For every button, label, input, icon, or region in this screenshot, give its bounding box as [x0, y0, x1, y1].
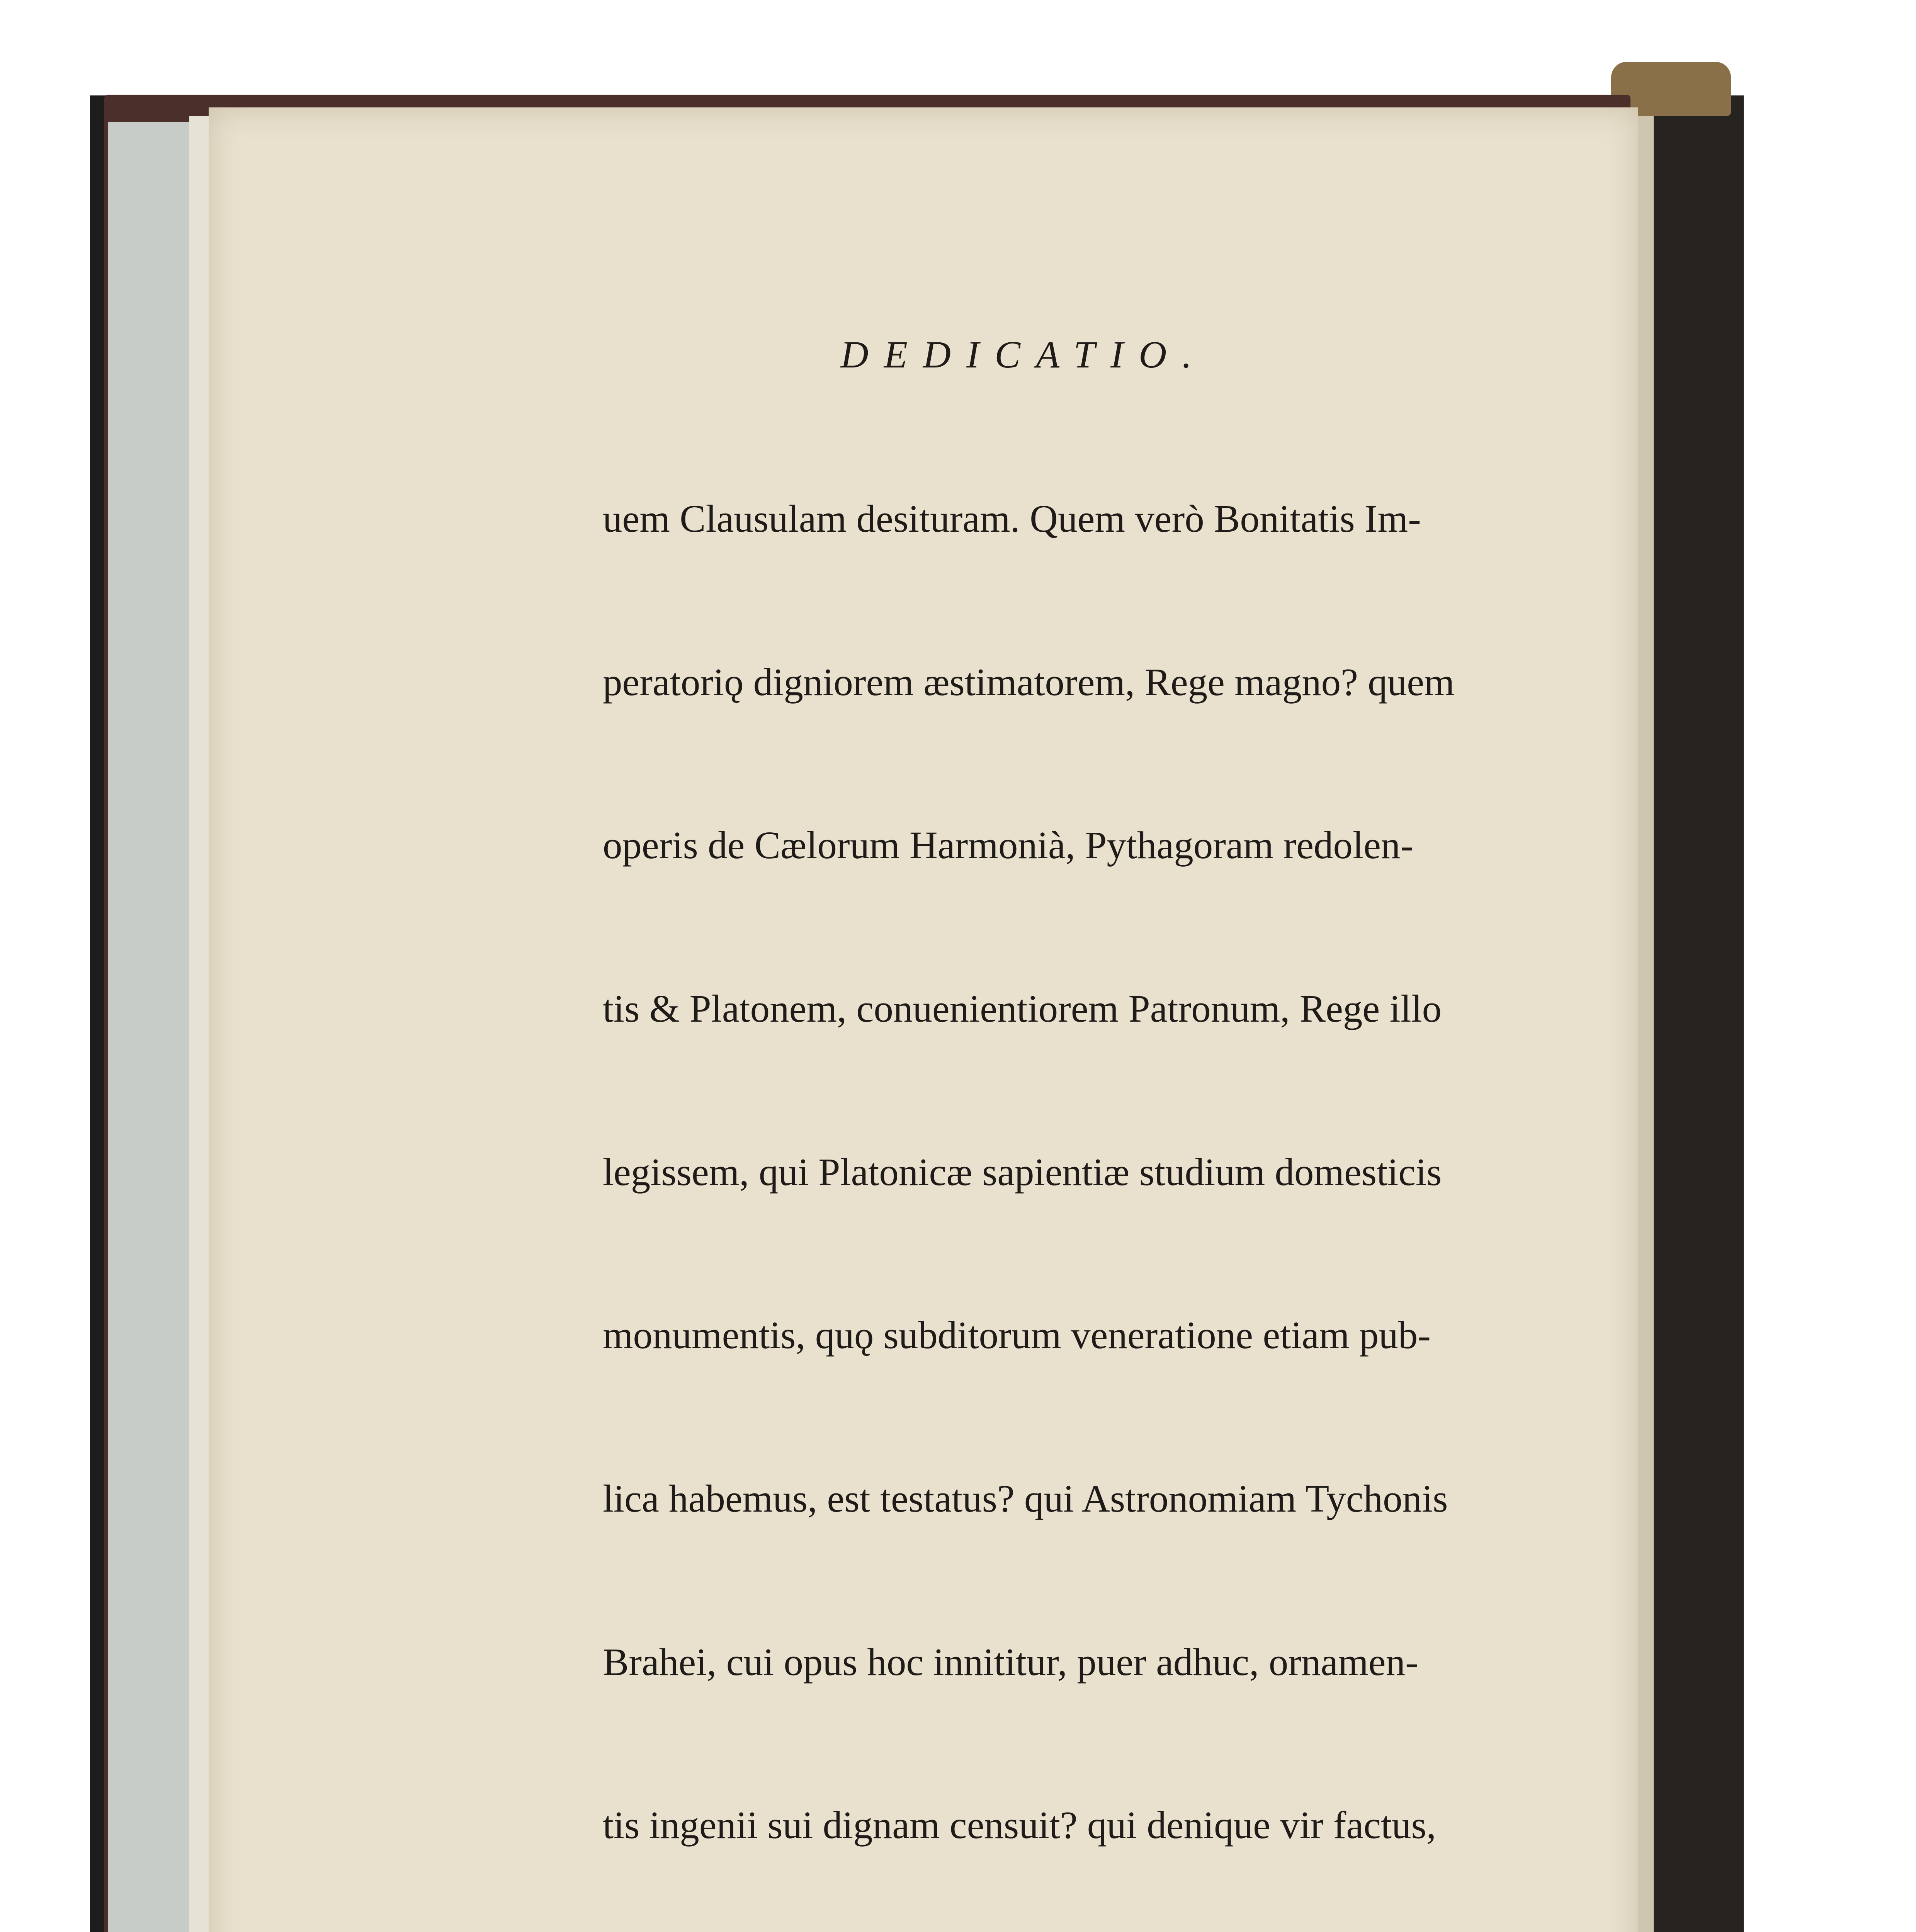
running-header: DEDICATIO.	[840, 333, 1207, 376]
paper-strip	[108, 122, 192, 1932]
text-line: lica habemus, est testatus? qui Astronomiam Tychonis	[603, 1477, 1448, 1520]
text-line: tis & Platonem, conuenientiorem Patronum, Rege illo	[603, 986, 1442, 1030]
text-line: peratoriǫ digniorem æstimatorem, Rege magno? quem	[603, 660, 1455, 704]
text-line: monumentis, quǫ subditorum veneratione etiam pub-	[603, 1313, 1431, 1357]
text-line: uem Clausulam desituram. Quem verò Bonitatis Im-	[603, 497, 1421, 540]
text-line: Brahei, cui opus hoc innititur, puer adhuc, ornamen-	[603, 1640, 1418, 1684]
body-text	[603, 383, 1503, 1932]
text-line: operis de Cælorum Harmonià, Pythagoram redolen-	[603, 823, 1414, 867]
text-line: legissem, qui Platonicæ sapientiæ studium domesticis	[603, 1150, 1442, 1194]
text-line: tis ingenii sui dignam censuit? qui denique vir factus,	[603, 1803, 1437, 1847]
